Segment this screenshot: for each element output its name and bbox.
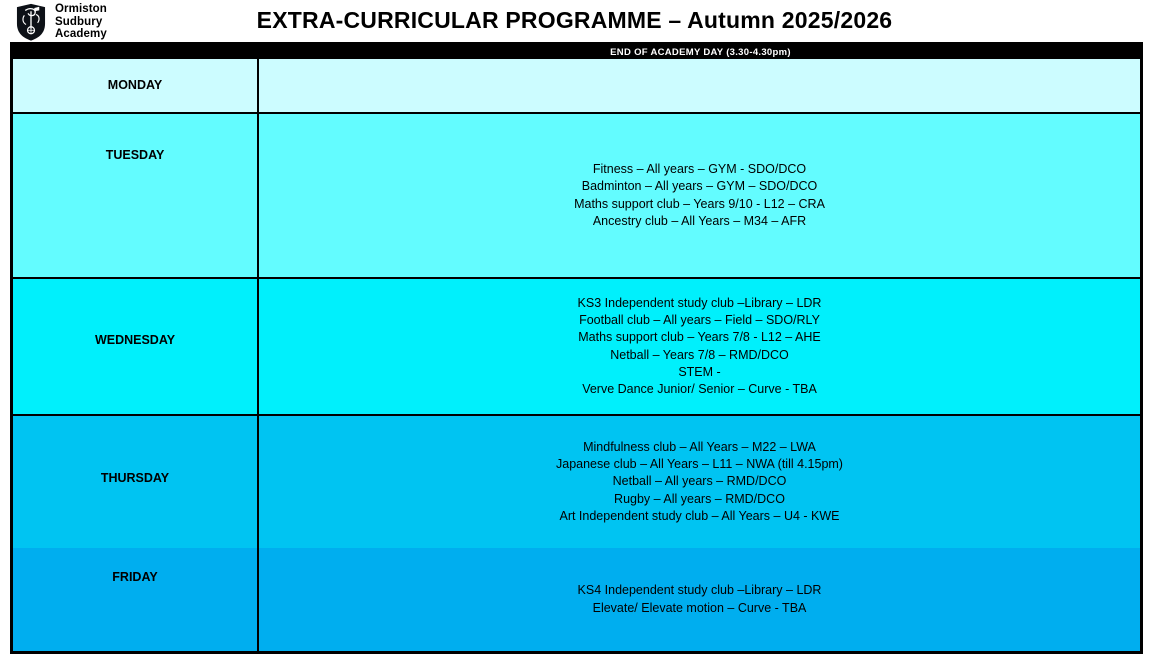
activity-line: Football club – All years – Field – SDO/RLY xyxy=(579,313,820,328)
activity-line: Ancestry club – All Years – M34 – AFR xyxy=(592,213,807,228)
activity-line: Maths support club – Years 7/8 - L12 – AHE xyxy=(578,330,821,345)
activity-line: KS4 Independent study club –Library – LDR xyxy=(577,583,822,598)
table-row-monday xyxy=(13,59,1140,114)
activity-line: Netball – Years 7/8 – RMD/DCO xyxy=(610,347,789,362)
academy-name-line1: Ormiston xyxy=(55,3,107,16)
activities-cell-thursday xyxy=(259,416,1140,548)
table-row-friday xyxy=(13,548,1140,651)
day-cell-friday xyxy=(13,548,259,651)
activity-line: Rugby – All years – RMD/DCO xyxy=(614,491,785,506)
day-cell-thursday xyxy=(13,416,259,548)
activities-cell-monday xyxy=(259,59,1140,112)
activity-line: Maths support club – Years 9/10 - L12 – CRA xyxy=(574,196,825,211)
page-title: EXTRA-CURRICULAR PROGRAMME – Autumn 2025/2026 xyxy=(256,7,893,33)
activity-line: Japanese club – All Years – L11 – NWA (till 4.15pm) xyxy=(556,457,843,472)
activity-line: Elevate/ Elevate motion – Curve - TBA xyxy=(592,600,807,615)
academy-name-line2: Sudbury xyxy=(55,15,103,28)
activity-line: KS3 Independent study club –Library – LDR xyxy=(577,295,822,310)
activity-line: Fitness – All years – GYM - SDO/DCO xyxy=(592,162,807,177)
activity-line: Netball – All years – RMD/DCO xyxy=(612,474,787,489)
activity-line: Art Independent study club – All Years – U4 - KWE xyxy=(559,508,840,523)
day-label-friday: FRIDAY xyxy=(112,570,158,584)
day-cell-wednesday xyxy=(13,279,259,414)
activity-line: STEM - xyxy=(678,364,721,379)
day-label-wednesday: WEDNESDAY xyxy=(94,333,176,347)
activity-line: Mindfulness club – All Years – M22 – LWA xyxy=(583,439,816,454)
day-cell-tuesday xyxy=(13,114,259,277)
academy-name-line3: Academy xyxy=(55,28,107,41)
activities-cell-friday xyxy=(259,548,1140,651)
programme-table xyxy=(10,42,1143,654)
table-header-title: END OF ACADEMY DAY (3.30-4.30pm) xyxy=(610,46,791,58)
activity-line: Badminton – All years – GYM – SDO/DCO xyxy=(581,179,818,194)
activity-line: Verve Dance Junior/ Senior – Curve - TBA xyxy=(582,381,817,396)
day-label-monday: MONDAY xyxy=(107,78,163,92)
day-cell-monday xyxy=(13,59,259,112)
activities-cell-wednesday xyxy=(259,279,1140,414)
day-label-thursday: THURSDAY xyxy=(100,471,170,485)
day-label-tuesday: TUESDAY xyxy=(105,148,165,162)
table-row-thursday xyxy=(13,416,1140,548)
table-header-spacer xyxy=(13,45,261,59)
activities-cell-tuesday xyxy=(259,114,1140,277)
table-row-wednesday xyxy=(13,279,1140,416)
table-row-tuesday xyxy=(13,114,1140,279)
table-header-bar xyxy=(13,45,1140,59)
